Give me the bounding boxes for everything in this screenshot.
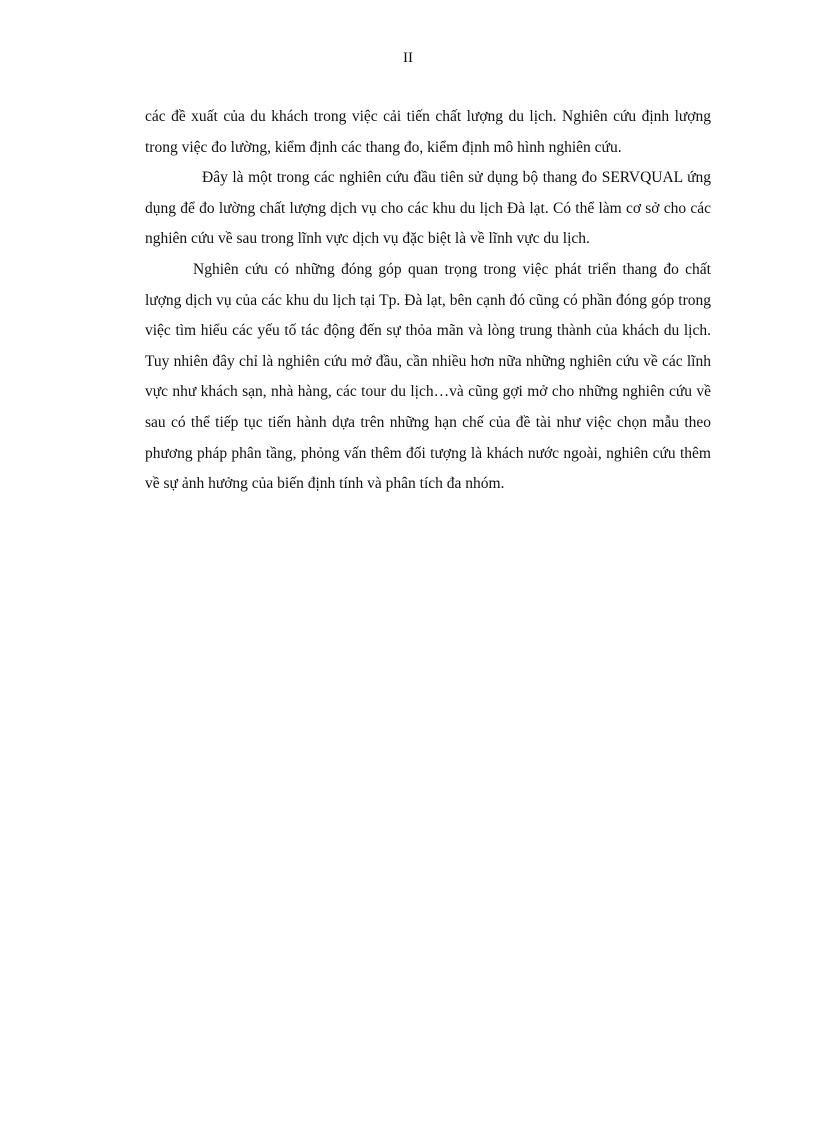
paragraph-contributions: Nghiên cứu có những đóng góp quan trọng trong việc phát triển thang đo chất lượng dịch vụ của các khu du lịch tại Tp. Đà lạt, bên cạnh đó cũng có phần đóng góp trong việc tìm hiểu các yếu tố tác động đến sự thỏa mãn và lòng trung thành của khách du lịch. Tuy nhiên đây chỉ là nghiên cứu mở đầu, cần nhiều hơn nữa những nghiên cứu về các lĩnh vực như khách sạn, nhà hàng, các tour du lịch…và cũng gợi mở cho những nghiên cứu về sau có thể tiếp tục tiến hành dựa trên những hạn chế của đề tài như việc chọn mẫu theo phương pháp phân tầng, phỏng vấn thêm đối tượng là khách nước ngoài, nghiên cứu thêm về sự ảnh hưởng của biến định tính và phân tích đa nhóm. xyxy=(145,260,711,493)
document-body xyxy=(145,102,711,500)
paragraph-servqual: Đây là một trong các nghiên cứu đầu tiên sử dụng bộ thang đo SERVQUAL ứng dụng để đo lường chất lượng dịch vụ cho các khu du lịch Đà lạt. Có thể làm cơ sở cho các nghiên cứu về sau trong lĩnh vực dịch vụ đặc biệt là về lĩnh vực du lịch. xyxy=(145,169,711,248)
paragraph-continuation: các đề xuất của du khách trong việc cải tiến chất lượng du lịch. Nghiên cứu định lượng trong việc đo lường, kiểm định các thang đo, kiểm định mô hình nghiên cứu. xyxy=(145,108,711,156)
page-number: II xyxy=(403,50,413,66)
